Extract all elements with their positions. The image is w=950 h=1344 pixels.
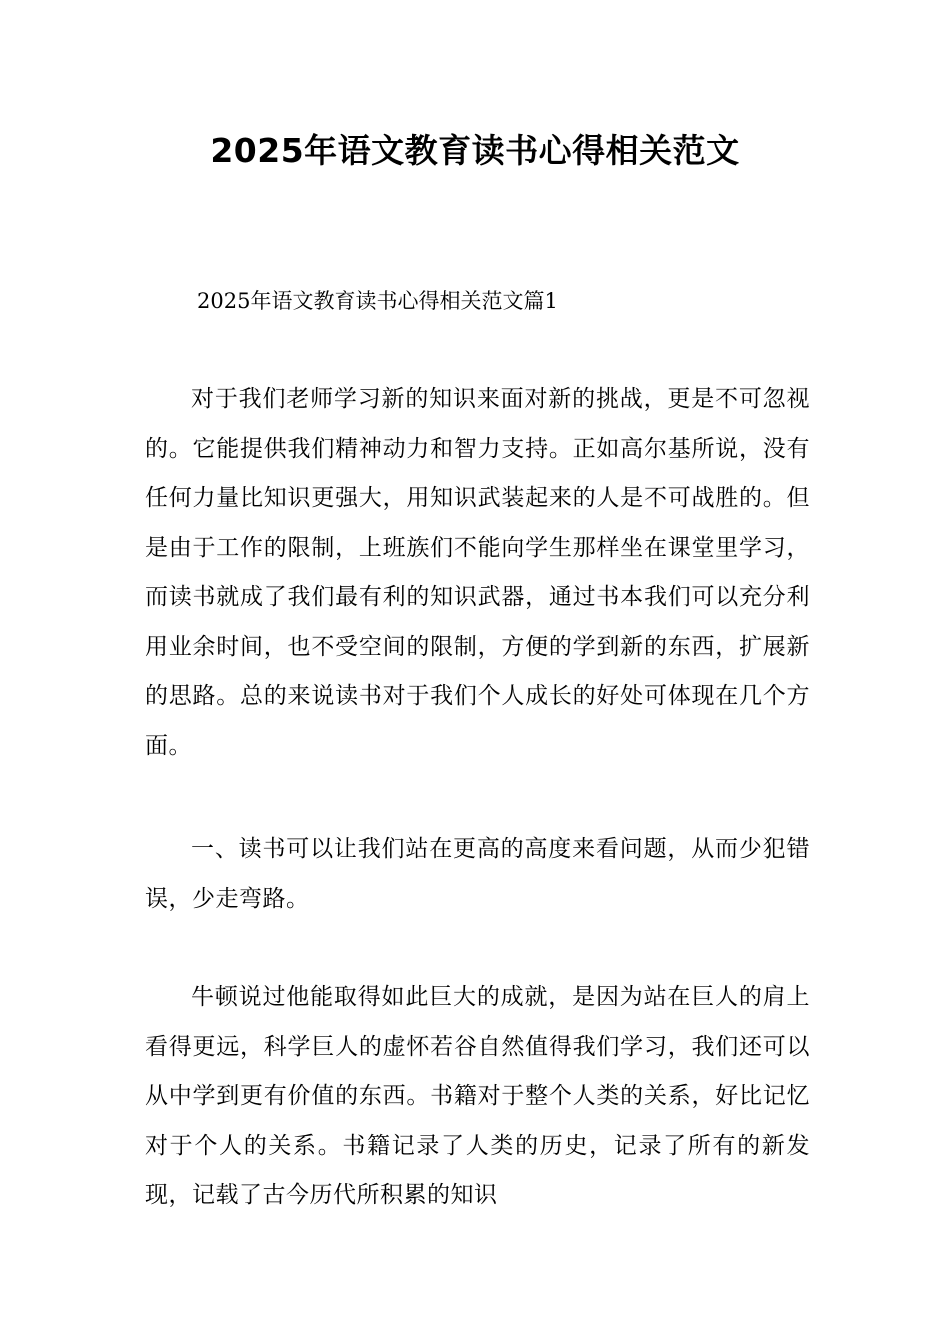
paragraph: 对于我们老师学习新的知识来面对新的挑战，更是不可忽视的。它能提供我们精神动力和智力支持。正如高尔基所说，没有任何力量比知识更强大，用知识武装起来的人是不可战胜的。但是由于工作的限制，上班族们不能向学生那样坐在课堂里学习，而读书就成了我们最有利的知识武器，通过书本我们可以充分利用业余时间，也不受空间的限制，方便的学到新的东西，扩展新的思路。总的来说读书对于我们个人成长的好处可体现在几个方面。 bbox=[145, 386, 810, 759]
paragraph: 一、读书可以让我们站在更高的高度来看问题，从而少犯错误，少走弯路。 bbox=[145, 836, 810, 912]
section-heading: 2025年语文教育读书心得相关范文篇1 bbox=[197, 289, 558, 313]
paragraph: 牛顿说过他能取得如此巨大的成就，是因为站在巨人的肩上看得更远，科学巨人的虚怀若谷自然值得我们学习，我们还可以从中学到更有价值的东西。书籍对于整个人类的关系，好比记忆对于个人的关系。书籍记录了人类的历史，记录了所有的新发现，记载了古今历代所积累的知识 bbox=[145, 984, 810, 1208]
document-title: 2025年语文教育读书心得相关范文 bbox=[210, 131, 740, 170]
